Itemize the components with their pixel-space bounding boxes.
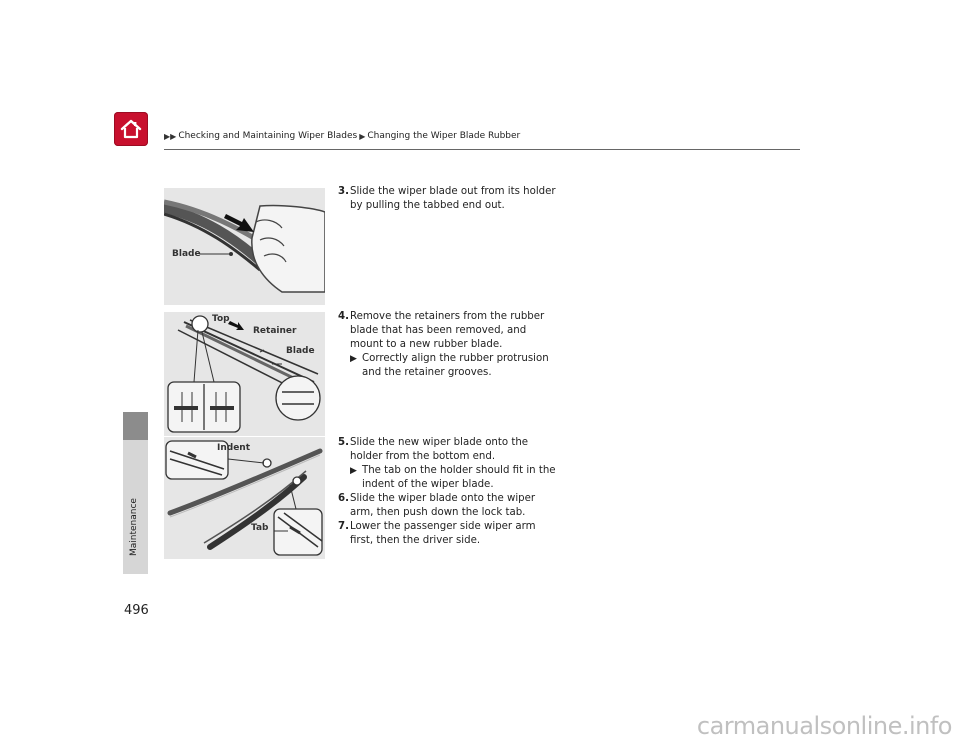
indent-callout: Indent xyxy=(217,443,251,453)
sidebar-tab-marker xyxy=(123,412,148,440)
chevron-right-icon: ▶▶ xyxy=(164,131,177,141)
step-text: Remove the retainers from the rubber blade that has been removed, and mount to a new rubber blade. xyxy=(350,311,545,350)
step-text: Lower the passenger side wiper arm first, then the driver side. xyxy=(350,521,536,546)
home-icon xyxy=(119,118,143,140)
home-button[interactable] xyxy=(114,112,148,146)
retainer-blade-illustration xyxy=(164,312,325,436)
header-divider xyxy=(164,149,800,150)
step-number: 4. xyxy=(338,311,349,322)
step-3 xyxy=(338,185,558,213)
figure-remove-blade xyxy=(164,188,325,305)
watermark: carmanualsonline.info xyxy=(696,712,952,740)
breadcrumb xyxy=(164,131,520,141)
figure-install-blade xyxy=(164,437,325,559)
breadcrumb-link-wiper-blades[interactable]: Checking and Maintaining Wiper Blades xyxy=(178,131,358,141)
step-4 xyxy=(338,310,558,380)
step-number: 6. xyxy=(338,493,349,504)
page-number: 496 xyxy=(124,603,149,618)
blade-callout-2: Blade xyxy=(286,346,315,356)
figure-retainers xyxy=(164,312,325,436)
arrow-right-icon: ▶ xyxy=(350,354,357,364)
tab-callout: Tab xyxy=(251,523,269,533)
install-blade-illustration xyxy=(164,437,325,559)
step-note: Correctly align the rubber protrusion and the retainer grooves. xyxy=(362,353,549,378)
chevron-right-icon: ▶ xyxy=(359,131,366,141)
arrow-right-icon: ▶ xyxy=(350,466,357,476)
breadcrumb-current: Changing the Wiper Blade Rubber xyxy=(367,131,521,141)
hand-pulling-blade-illustration xyxy=(164,188,325,305)
top-callout: Top xyxy=(212,314,230,324)
blade-callout: Blade xyxy=(172,249,201,259)
retainer-callout: Retainer xyxy=(253,326,297,336)
step-text: Slide the wiper blade onto the wiper arm, then push down the lock tab. xyxy=(350,493,536,518)
step-number: 5. xyxy=(338,437,349,448)
step-note: The tab on the holder should fit in the indent of the wiper blade. xyxy=(362,465,556,490)
steps-5-to-7 xyxy=(338,436,558,548)
step-text: Slide the new wiper blade onto the holder from the bottom end. xyxy=(350,437,529,462)
step-number: 7. xyxy=(338,521,349,532)
step-text: Slide the wiper blade out from its holder by pulling the tabbed end out. xyxy=(350,186,556,211)
sidebar-section-label: Maintenance xyxy=(129,498,139,556)
step-number: 3. xyxy=(338,186,349,197)
